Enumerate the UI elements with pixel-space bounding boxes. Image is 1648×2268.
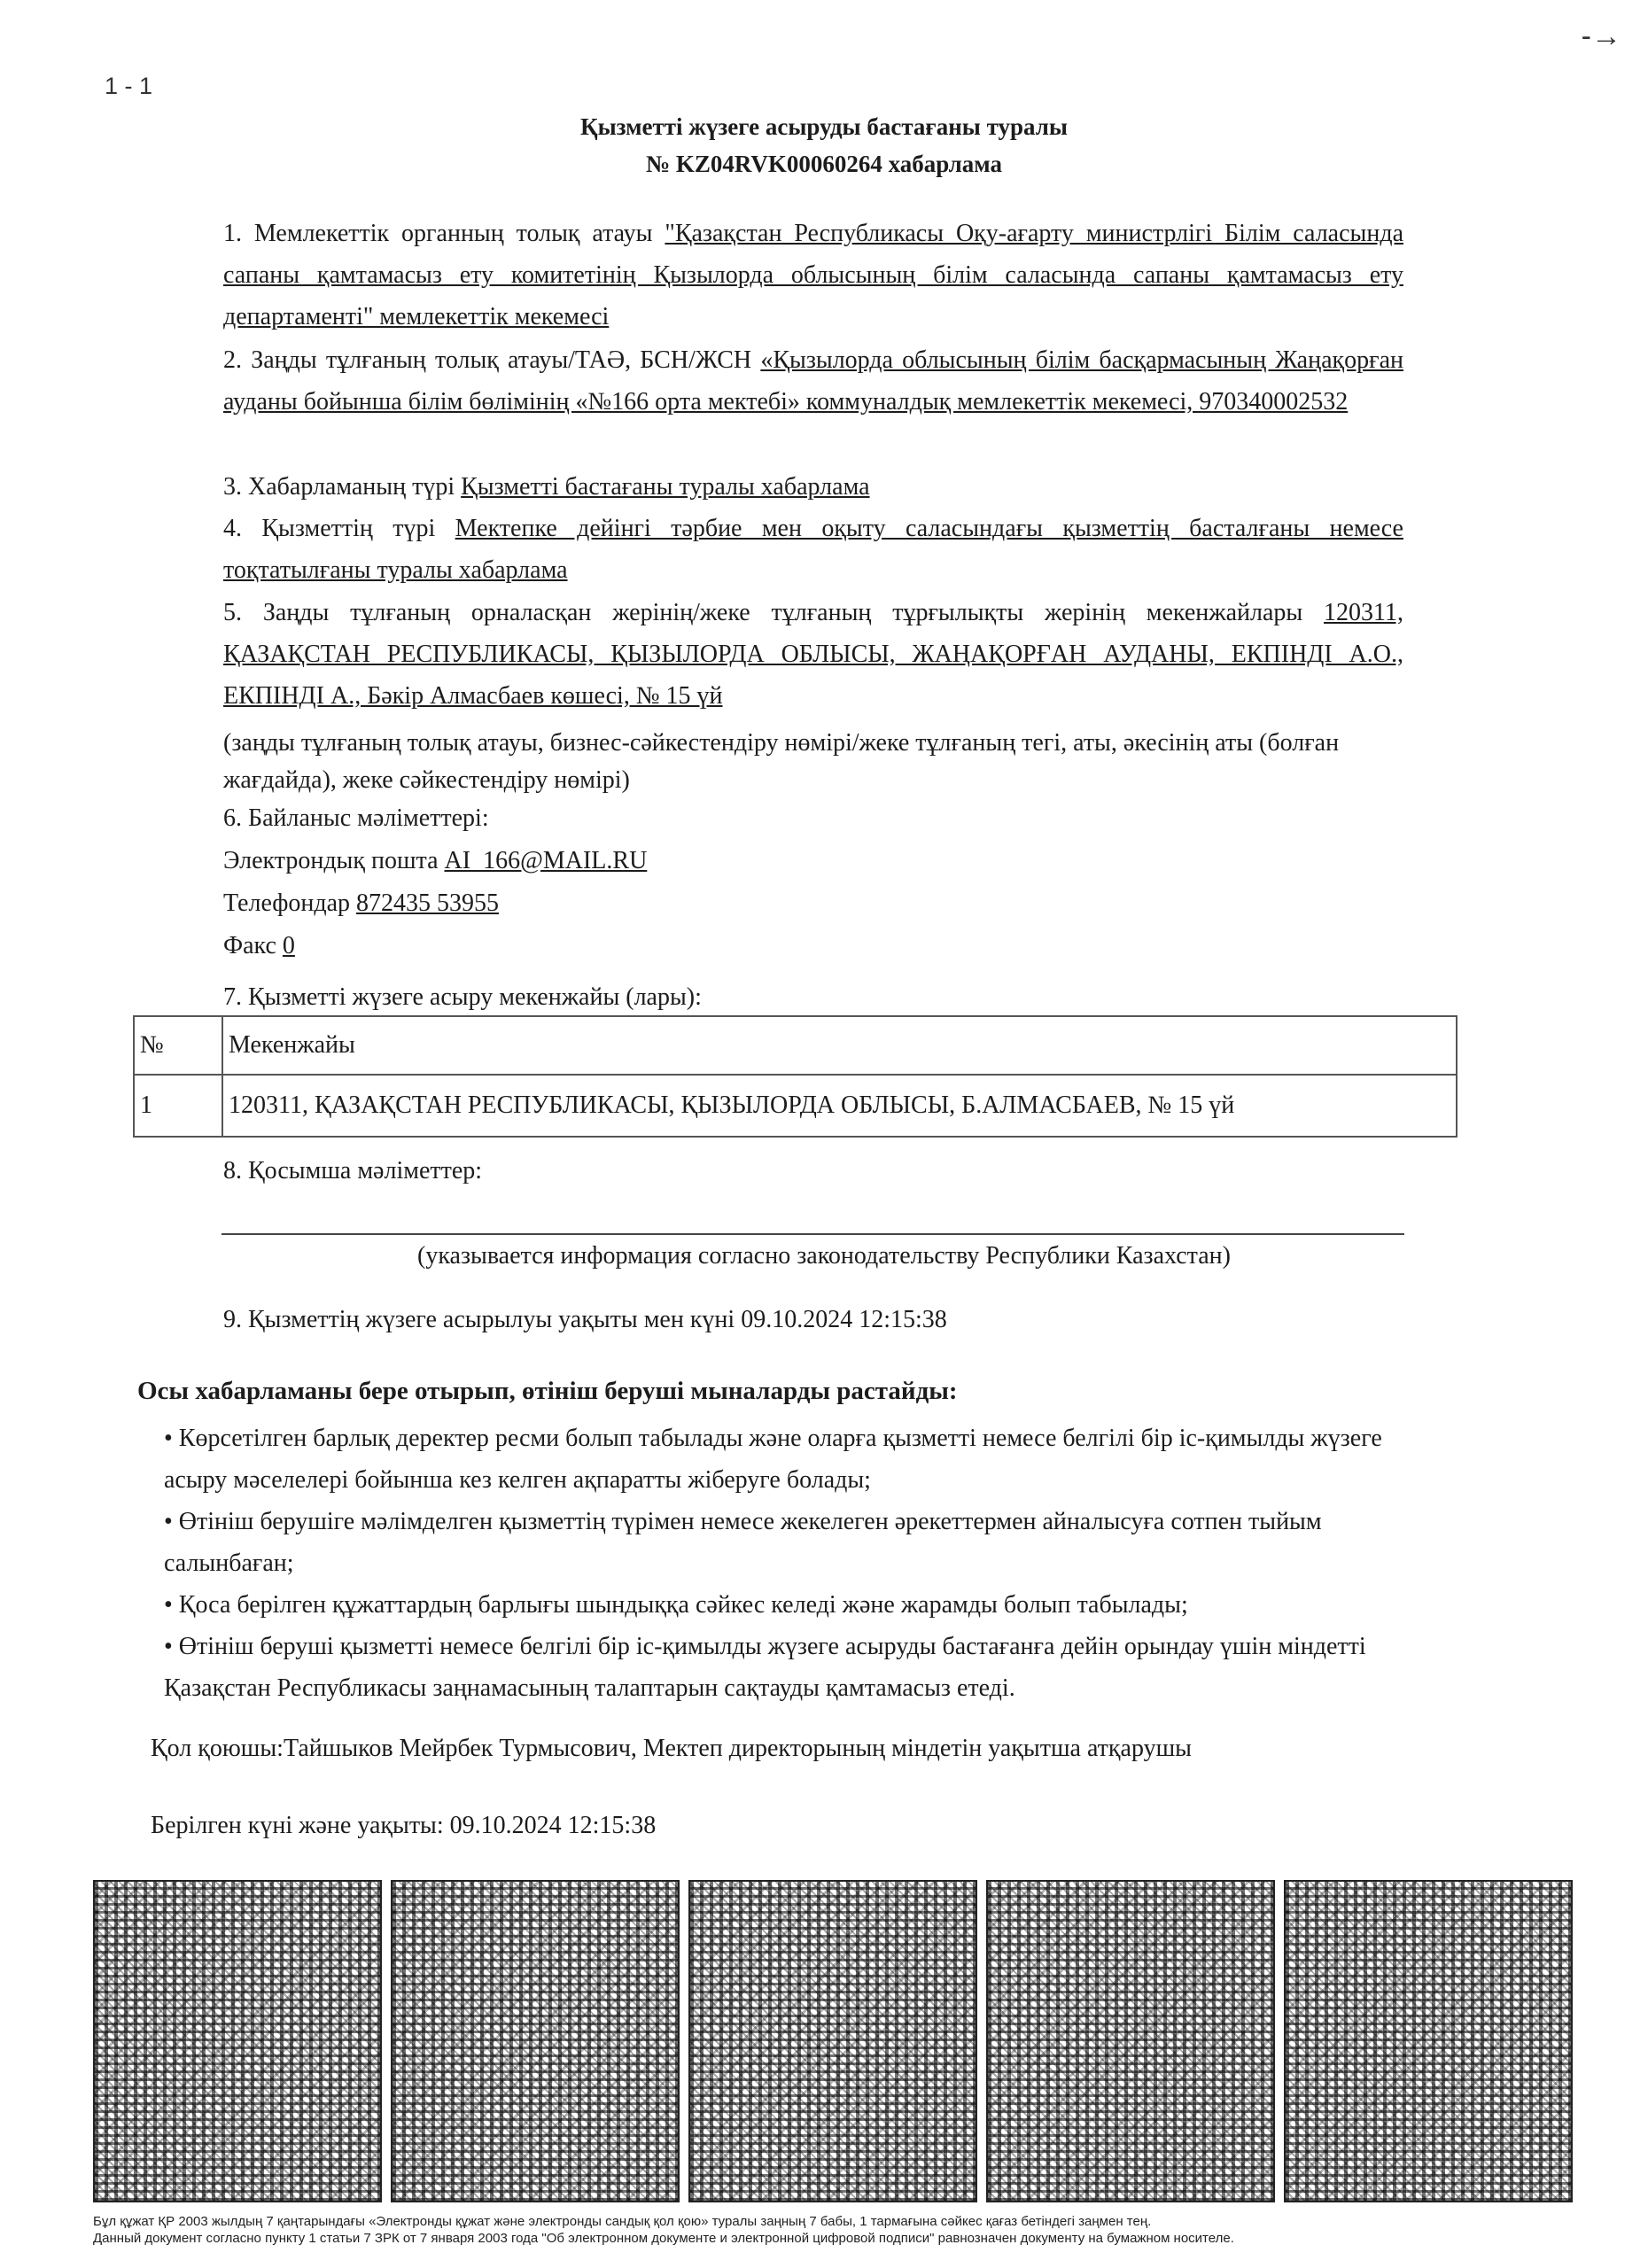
contact-fax [223, 928, 295, 964]
item-authority-value: "Қазақстан Республикасы Оқу-ағарту министрлігі Білім саласында сапаны қамтамасыз ету комитетінің Қызылорда облысының білім саласында сапаны қамтамасыз ету департаменті" мемлекеттік мекемесі [223, 220, 1403, 330]
additional-info-note: (указывается информация согласно законодательству Республики Казахстан) [417, 1242, 1231, 1270]
confirmation-heading: Осы хабарламаны бере отырып, өтініш беруші мыналарды растайды: [137, 1377, 958, 1405]
qr-code-icon [93, 1880, 382, 2202]
item-notification-type [223, 466, 1403, 508]
item-legal-entity-label: 2. Заңды тұлғаның толық атауы/ТАӘ, БСН/ЖСН [223, 346, 761, 374]
document-title: Қызметті жүзеге асыруды бастағаны туралы [580, 113, 1068, 140]
contact-fax-value: 0 [282, 932, 295, 959]
table-header-row [134, 1016, 1457, 1075]
confirmation-list [164, 1418, 1413, 1709]
contact-email-label: Электрондық пошта [223, 847, 445, 874]
table-cell: 1 [134, 1075, 222, 1137]
contact-email [223, 843, 647, 879]
contact-phone-label: Телефондар [223, 889, 357, 917]
item-legal-entity-value: «Қызылорда облысының білім басқармасының Жаңақорған ауданы бойынша білім бөлімінің «№166 орта мектебі» коммуналдық мемлекеттік мекемесі, 970340002532 [223, 346, 1404, 416]
item-entity-note: (заңды тұлғаның толық атауы, бизнес-сәйкестендіру нөмірі/жеке тұлғаның тегі, аты, әкесінің аты (болған жағдайда), жеке сәйкестендіру нөмірі) [223, 729, 1340, 794]
item-legal-entity [223, 339, 1403, 423]
issued-datetime: Берілген күні және уақыты: 09.10.2024 12:15:38 [151, 1812, 657, 1839]
list-item: • Қоса берілген құжаттардың барлығы шындыққа сәйкес келеді және жарамды болып табылады; [164, 1591, 1188, 1619]
list-item: • Өтініш берушіге мәлімделген қызметтің түрімен немесе жекелеген әрекеттермен айналысуға сотпен тыйым салынбаған; [164, 1508, 1322, 1577]
list-item: • Өтініш беруші қызметті немесе белгілі бір іс-қимылды жүзеге асыруды бастағанға дейін орындау үшін міндетті Қазақстан Республикасы заңнамасының талаптарын сақтауды қамтамасыз етеді. [164, 1633, 1366, 1702]
item-authority-label: 1. Мемлекеттік органның толық атауы [223, 220, 665, 247]
item-notification-type-value: Қызметті бастағаны туралы хабарлама [461, 473, 870, 501]
corner-mark: -→ [1581, 19, 1621, 53]
footer-line-kz: Бұл құжат ҚР 2003 жылдың 7 қаңтарындағы «Электронды құжат және электронды сандық қол қою» туралы заңның 7 бабы, 1 тармағына сәйкес қағаз бетіндегі заңмен тең. [93, 2214, 1152, 2229]
item-activity-type [223, 508, 1403, 591]
item-notification-type-label: 3. Хабарламаның түрі [223, 473, 462, 501]
item-activity-type-value: Мектепке дейінгі тәрбие мен оқыту саласындағы қызметтің басталғаны немесе тоқтатылғаны туралы хабарлама [223, 515, 1403, 584]
contact-email-value: AI_166@MAIL.RU [444, 847, 648, 874]
item-authority [223, 213, 1403, 338]
additional-info-label: 8. Қосымша мәліметтер: [223, 1157, 483, 1184]
contact-fax-label: Факс [223, 932, 283, 959]
additional-info-line [222, 1233, 1404, 1235]
qr-code-row [93, 1880, 1573, 2208]
activity-address-label: 7. Қызметті жүзеге асыру мекенжайы (лары): [223, 983, 702, 1011]
legal-footer [93, 2213, 1599, 2247]
signer: Қол қоюшы:Тайшыков Мейрбек Турмысович, Мектеп директорының міндетін уақытша атқарушы [151, 1735, 1192, 1762]
page-label: 1 - 1 [105, 73, 153, 99]
qr-code-icon [688, 1880, 977, 2202]
item-entity-address [223, 592, 1403, 717]
contact-phone [223, 886, 499, 921]
contact-phone-value: 872435 53955 [356, 889, 500, 917]
table-header-cell: Мекенжайы [222, 1016, 1457, 1075]
item-entity-address-label: 5. Заңды тұлғаның орналасқан жерінің/жеке тұлғаның тұрғылықты жерінің мекенжайлары [223, 599, 1325, 626]
table-row [134, 1075, 1457, 1137]
table-cell: 120311, ҚАЗАҚСТАН РЕСПУБЛИКАСЫ, ҚЫЗЫЛОРДА ОБЛЫСЫ, Б.АЛМАСБАЕВ, № 15 үй [222, 1075, 1457, 1137]
qr-code-icon [1284, 1880, 1573, 2202]
item-activity-type-label: 4. Қызметтің түрі [223, 515, 455, 542]
contacts-label: 6. Байланыс мәліметтері: [223, 804, 489, 832]
activity-datetime: 9. Қызметтің жүзеге асырылуы уақыты мен күні 09.10.2024 12:15:38 [223, 1306, 947, 1333]
qr-code-icon [986, 1880, 1275, 2202]
qr-code-icon [391, 1880, 680, 2202]
footer-line-ru: Данный документ согласно пункту 1 статьи 7 ЗРК от 7 января 2003 года "Об электронном документе и электронной цифровой подписи" равнозначен документу на бумажном носителе. [93, 2231, 1234, 2246]
item-entity-address-value: 120311, ҚАЗАҚСТАН РЕСПУБЛИКАСЫ, ҚЫЗЫЛОРДА ОБЛЫСЫ, ЖАҢАҚОРҒАН АУДАНЫ, ЕКПІНДІ А.О., ЕКПІНДІ А., Бәкір Алмасбаев көшесі, № 15 үй [223, 599, 1403, 710]
table-header-cell: № [134, 1016, 222, 1075]
document-number: № KZ04RVK00060264 хабарлама [645, 151, 1003, 177]
list-item: • Көрсетілген барлық деректер ресми болып табылады және оларға қызметті немесе белгілі бір іс-қимылды жүзеге асыру мәселелері бойынша кез келген ақпаратты жіберуге болады; [164, 1425, 1382, 1494]
address-table [133, 1015, 1458, 1138]
